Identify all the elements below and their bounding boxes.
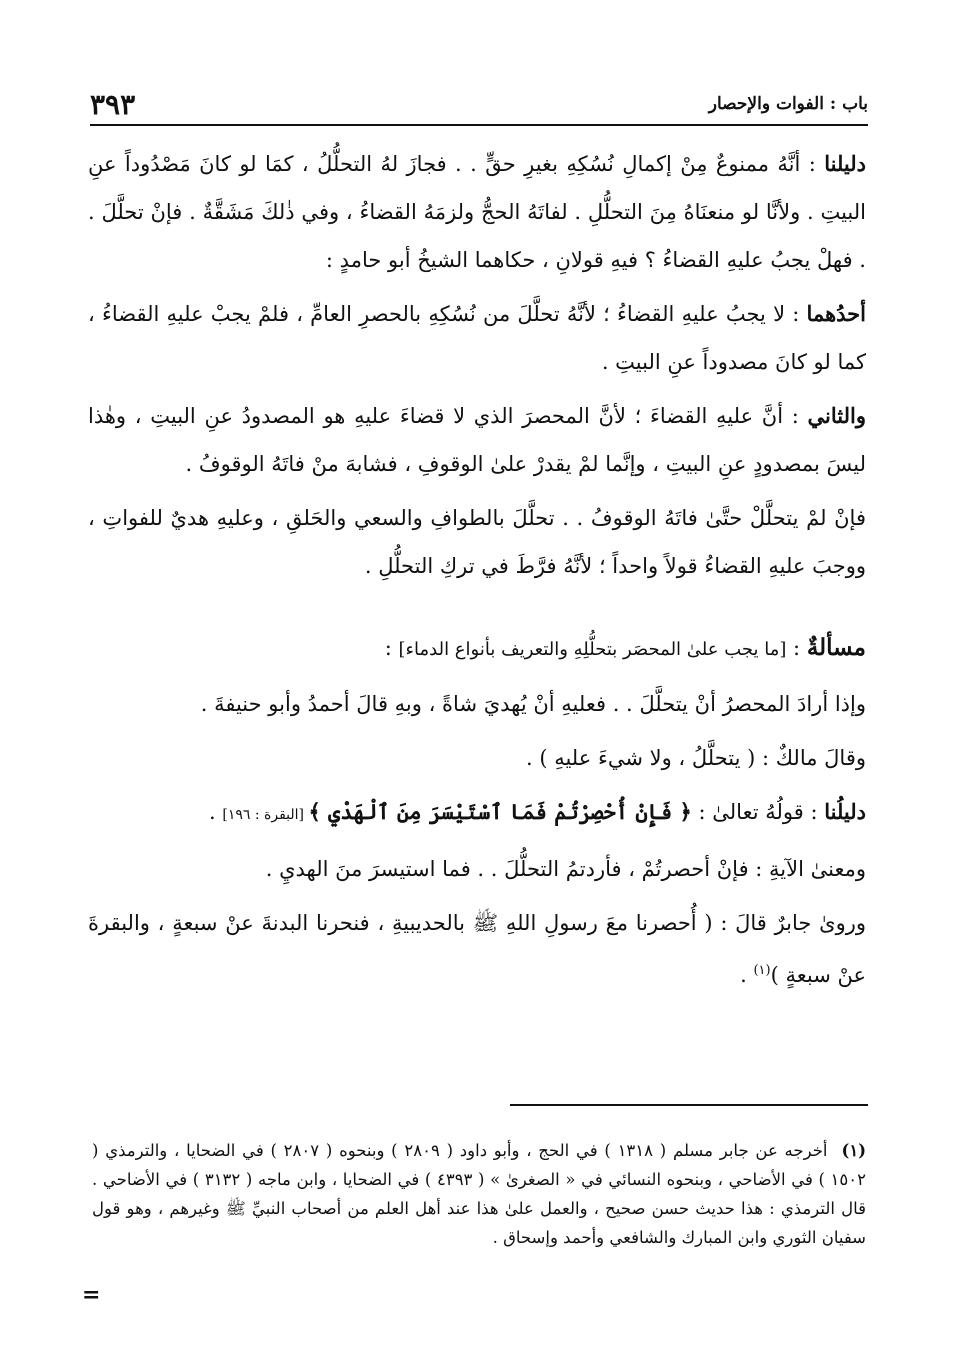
paragraph-text: : أنَّ عليهِ القضاءَ ؛ لأنَّ المحصرَ الذي لا قضاءَ عليهِ هو المصدودُ عنِ البيتِ ، وهٰذا ليسَ بمصدودٍ عنِ البيتِ ، وإنَّما لمْ يقدرْ علىٰ الوقوفِ ، فشابهَ منْ فاتَهُ الوقوفُ .: [88, 404, 866, 476]
issue-tail: :: [384, 636, 399, 660]
paragraph-lead: دليلنا: [824, 151, 866, 176]
paragraph-evidence: [88, 140, 866, 284]
paragraph-text: فإنْ لمْ يتحلَّلْ حتَّىٰ فاتَهُ الوقوفُ . . تحلَّلَ بالطوافِ والسعي والحَلقِ ، وعليهِ هديٌ للفواتِ ، ووجبَ عليهِ القضاءُ قولاً واحداً ؛ لأنَّهُ فرَّطَ في تركِ التحلُّلِ .: [88, 506, 866, 578]
footnote: [92, 1136, 866, 1252]
paragraph-jabir-hadith: [88, 899, 866, 999]
paragraph-end: .: [740, 963, 754, 987]
paragraph-lead: أحدُهما: [806, 301, 866, 326]
running-header: [90, 88, 868, 122]
footnote-text: أخرجه عن جابر مسلم ( ١٣١٨ ) في الحج ، وأبو داود ( ٢٨٠٩ ) وبنحوه ( ٢٨٠٧ ) في الضحايا ، والترمذي ( ١٥٠٢ ) في الأضاحي ، وبنحوه النسائي في « الصغرىٰ » ( ٤٣٩٣ ) في الضحايا ، وابن ماجه ( ٣١٣٢ ) في الأضاحي . قال الترمذي : هذا حديث حسن صحيح ، والعمل علىٰ هذا عند أهل العلم من أصحاب النبيِّ ﷺ وغيرهم ، وهو قول سفيان الثوري وابن المبارك والشافعي وأحمد وإسحاق .: [92, 1141, 866, 1247]
paragraph-text: ومعنىٰ الآيةِ : فإنْ أحصرتُمْ ، فأردتمُ التحلُّلَ . . فما استيسرَ منَ الهديِ .: [265, 857, 866, 881]
footnote-number: (١): [841, 1141, 866, 1160]
paragraph-lead: والثاني: [807, 403, 866, 428]
verse-reference: [البقرة : ١٩٦]: [222, 807, 309, 823]
paragraph-first-opinion: [88, 290, 866, 386]
paragraph-text: : قولُهُ تعالىٰ :: [691, 800, 825, 824]
chapter-title: باب : الفوات والإحصار: [708, 94, 868, 114]
paragraph-quran-evidence: [88, 788, 866, 839]
paragraph-text: : لا يجبُ عليهِ القضاءُ ؛ لأنَّهُ تحلَّلَ من نُسُكِهِ بالحصرِ العامِّ ، فلمْ يجبْ عليهِ القضاءُ ، كما لو كانَ مصدوداً عنِ البيتِ .: [88, 302, 866, 374]
paragraph-text: وقالَ مالكٌ : ( يتحلَّلُ ، ولا شيءَ عليهِ ) .: [525, 746, 866, 770]
paragraph-verse-meaning: [88, 845, 866, 893]
footnote-rule: [510, 1104, 868, 1106]
issue-label: مسألةٌ: [806, 634, 866, 661]
paragraph-text: : أنَّهُ ممنوعٌ مِنْ إكمالِ نُسُكِهِ بغيرِ حقٍّ . . فجازَ لهُ التحلُّلُ ، كمَا لو كانَ مَصْدُوداً عنِ البيتِ . ولأنَّا لو منعنَاهُ مِنَ التحلُّلِ . لفاتَهُ الحجُّ ولزمَهُ القضاءُ ، وفي ذٰلكَ مَشَقَّةٌ . فإنْ تحلَّلَ . . فهلْ يجبُ عليهِ القضاءُ ؟ فيهِ قولانِ ، حكاهما الشيخُ أبو حامدٍ :: [88, 152, 866, 272]
issue-title: [ما يجب علىٰ المحصَر بتحلُّلِهِ والتعريف بأنواع الدماء]: [398, 639, 787, 660]
paragraph-lead: دليلُنا: [824, 799, 866, 824]
section-gap: [88, 590, 866, 624]
paragraph-malik: [88, 734, 866, 782]
quran-verse: ﴿ فَإِنْ أُحْصِرْتُمْ فَمَا ٱسْتَيْسَرَ مِنَ ٱلْهَدْيِ ﴾: [308, 799, 692, 824]
continuation-mark: =: [82, 1282, 101, 1308]
page-number: ٣٩٣: [90, 88, 136, 121]
paragraph-text: وإذا أرادَ المحصرُ أنْ يتحلَّلَ . . فعليهِ أنْ يُهديَ شاةً ، وبهِ قالَ أحمدُ وأبو حنيفةَ .: [200, 692, 866, 716]
issue-colon: :: [786, 636, 807, 660]
paragraph-second-opinion: [88, 392, 866, 488]
paragraph-sacrifice: [88, 680, 866, 728]
paragraph-text: وروىٰ جابرٌ قالَ : ( أُحصرنا معَ رسولِ اللهِ ﷺ بالحديبيةِ ، فنحرنا البدنةَ عنْ سبعةٍ ، والبقرةَ عنْ سبعةٍ ): [88, 911, 866, 987]
header-rule: [90, 124, 868, 126]
paragraph-not-released: [88, 494, 866, 590]
footnote-reference[interactable]: (١): [753, 963, 771, 978]
paragraph-end: .: [209, 800, 223, 824]
issue-heading: [88, 624, 866, 674]
main-text: [88, 140, 866, 999]
